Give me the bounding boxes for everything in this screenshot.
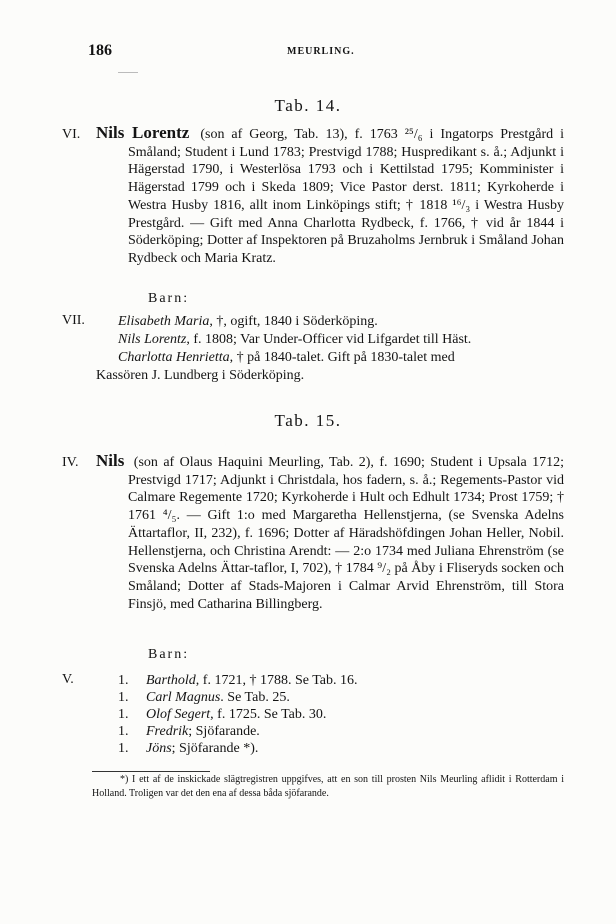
child-details: ; Sjöfarande.	[188, 724, 260, 739]
tab-15-generation: IV.	[62, 455, 79, 470]
child-details: , †, ogift, 1840 i Söderköping.	[209, 314, 378, 329]
footnote: *) I ett af de inskickade slägtregistren uppgifves, att en son till prosten Nils Meurling aflidit i Rotterdam i Holland. Troligen var det den ena af dessa båda sjöfarande.	[92, 774, 564, 799]
tab-15-person-name: Nils	[96, 451, 125, 470]
tab-14-child-3	[118, 349, 455, 366]
child-name: Elisabeth Maria	[118, 314, 210, 329]
tab-14-child-3-continuation: Kassören J. Lundberg i Söderköping.	[96, 368, 305, 383]
running-title: MEURLING.	[287, 46, 355, 57]
child-details: ; Sjöfarande *).	[171, 741, 259, 756]
tab-15-children-generation: V.	[62, 672, 74, 687]
tab-15-child-1	[118, 672, 357, 689]
child-name: Nils Lorentz	[118, 332, 187, 347]
child-name: Charlotta Henrietta	[118, 350, 230, 365]
tab-14-entry	[96, 123, 565, 268]
child-details: , f. 1725. Se Tab. 30.	[210, 707, 327, 722]
tab-15-child-3	[118, 706, 326, 723]
tab-15-child-4	[118, 723, 260, 740]
tab-15-entry	[96, 451, 564, 613]
tab-14-generation: VI.	[62, 127, 81, 142]
footnote-rule	[92, 771, 210, 772]
tab-14-heading: Tab. 14.	[274, 96, 342, 115]
child-details: , f. 1808; Var Under-Officer vid Lifgardet till Häst.	[186, 332, 472, 347]
child-number: 1.	[118, 673, 129, 688]
child-details: , † på 1840-talet. Gift på 1830-talet med	[229, 350, 455, 365]
child-name: Olof Segert	[146, 707, 211, 722]
tab-15-heading: Tab. 15.	[274, 411, 342, 430]
page-number: 186	[88, 42, 112, 59]
child-number: 1.	[118, 741, 129, 756]
tab-14-children-label: Barn:	[148, 291, 190, 306]
tab-14-children-generation: VII.	[62, 313, 85, 328]
child-name: Barthold	[146, 673, 196, 688]
header-rule	[118, 72, 138, 73]
child-name: Carl Magnus	[146, 690, 221, 705]
child-details: , f. 1721, † 1788. Se Tab. 16.	[195, 673, 358, 688]
child-name: Fredrik	[146, 724, 189, 739]
page-header	[0, 42, 616, 64]
tab-14-biography: (son af Georg, Tab. 13), f. 1763 ²⁵/₆ i Ingatorps Prestgård i Småland; Student i Lund 1783; Prestvigd 1788; Huspredikant s. å.; Adjunkt i Hägerstad 1790, i Westerlösa 1793 och i Kettilstad 1795; Komminister i Hägerstad 1799 och i Skeda 1809; Vice Pastor derst. 1811; Kyrkoherde i Westra Husby 1816, allt inom Linköpings stift; † 1818 ¹⁶/₃ i Westra Husby Prestgård. — Gift med Anna Charlotta Rydbeck, f. 1766, † vid år 1844 i Söderköping; Dotter af Inspektoren på Bruzaholms Jernbruk i Småland Johan Rydbeck och Maria Kratz.	[128, 127, 565, 266]
tab-14-child-2	[118, 331, 471, 348]
child-details: . Se Tab. 25.	[220, 690, 290, 705]
tab-15-child-2	[118, 689, 290, 706]
tab-15-children-label: Barn:	[148, 647, 190, 662]
tab-15-biography: (son af Olaus Haquini Meurling, Tab. 2), f. 1690; Student i Upsala 1712; Prestvigd 1717; Adjunkt i Christdala, hos fadern, s. å.; Regements-Pastor vid Calmare Regemente 1720; Kyrkoherde i Hult och Edhult 1734; Prost 1759; † 1761 ⁴/₅. — Gift 1:o med Margaretha Hellenstjerna, (se Svenska Adelns Ättartaflor, II, 232), f. 1696; Dotter af Häradshöfdingen Johan Heller, Nobil. Hellenstjerna, och Christina Arendt: — 2:o 1734 med Juliana Ehrenström (se Svenska Adelns Ättar-taflor, I, 702), † 1784 ⁹/₂ på Åby i Fliseryds socken och Småland; Dotter af Stads-Majoren i Calmar Arvid Ehrenström, till Stora Finsjö, med Catharina Billingberg.	[128, 455, 564, 612]
child-number: 1.	[118, 724, 129, 739]
child-number: 1.	[118, 707, 129, 722]
child-name: Jöns	[146, 741, 172, 756]
child-number: 1.	[118, 690, 129, 705]
tab-14-person-name: Nils Lorentz	[96, 123, 190, 142]
tab-14-child-1	[118, 313, 378, 330]
tab-15-child-5	[118, 740, 258, 757]
